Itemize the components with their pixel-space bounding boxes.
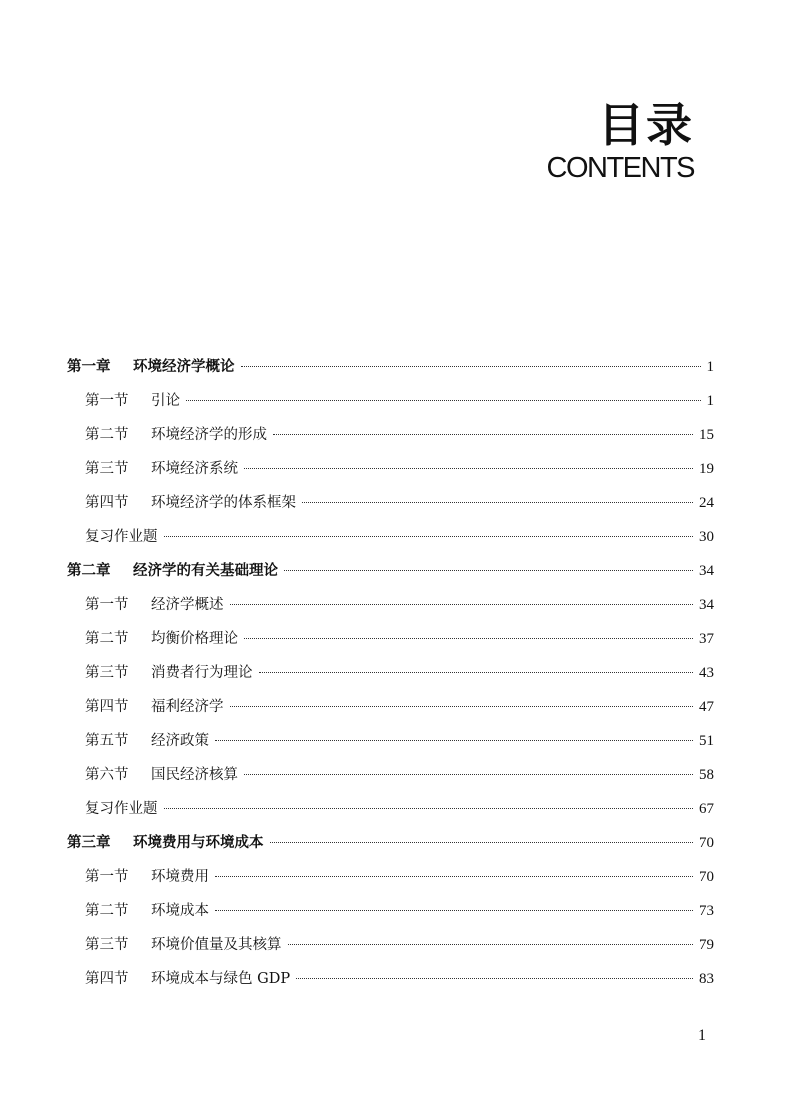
dot-leader <box>215 910 693 911</box>
dot-leader <box>215 876 693 877</box>
toc-entry-page: 51 <box>699 733 714 749</box>
toc-entry-page: 34 <box>699 597 714 613</box>
toc-entry-title: 复习作业题 <box>85 529 158 545</box>
toc-entry-page: 79 <box>699 937 714 953</box>
toc-section-entry[interactable] <box>67 797 714 831</box>
toc-entry-title: 环境成本与绿色 GDP <box>151 971 291 987</box>
dot-leader <box>244 638 693 639</box>
toc-chapter-entry[interactable] <box>67 355 714 389</box>
toc-section-entry[interactable] <box>67 967 714 1001</box>
dot-leader <box>186 400 701 401</box>
toc-entry-number: 第二章 <box>67 563 111 579</box>
toc-entry-page: 43 <box>699 665 714 681</box>
toc-section-entry[interactable] <box>67 525 714 559</box>
toc-entry-title: 福利经济学 <box>151 699 224 715</box>
toc-section-entry[interactable] <box>67 491 714 525</box>
dot-leader <box>284 570 693 571</box>
toc-entry-title: 消费者行为理论 <box>151 665 253 681</box>
toc-entry-title: 引论 <box>151 393 180 409</box>
toc-entry-number: 第三节 <box>85 461 129 477</box>
toc-entry-number: 第六节 <box>85 767 129 783</box>
toc-entry-title: 经济学概述 <box>151 597 224 613</box>
table-of-contents <box>67 355 714 1001</box>
toc-entry-title: 经济政策 <box>151 733 209 749</box>
dot-leader <box>164 536 694 537</box>
toc-entry-number: 第四节 <box>85 971 129 987</box>
toc-entry-title: 环境费用与环境成本 <box>133 835 264 851</box>
toc-section-entry[interactable] <box>67 729 714 763</box>
toc-entry-number: 第四节 <box>85 495 129 511</box>
dot-leader <box>302 502 693 503</box>
toc-entry-number: 第四节 <box>85 699 129 715</box>
contents-header <box>547 100 695 184</box>
toc-section-entry[interactable] <box>67 933 714 967</box>
toc-entry-number: 第一节 <box>85 869 129 885</box>
toc-entry-number: 第二节 <box>85 631 129 647</box>
toc-chapter-entry[interactable] <box>67 831 714 865</box>
toc-entry-page: 1 <box>706 359 714 375</box>
page-title: 目录 <box>598 98 694 152</box>
dot-leader <box>273 434 693 435</box>
toc-section-entry[interactable] <box>67 661 714 695</box>
toc-entry-page: 37 <box>699 631 714 647</box>
toc-section-entry[interactable] <box>67 865 714 899</box>
toc-section-entry[interactable] <box>67 457 714 491</box>
dot-leader <box>244 468 693 469</box>
page-subtitle: CONTENTS <box>546 152 694 184</box>
toc-entry-title: 环境经济系统 <box>151 461 238 477</box>
dot-leader <box>241 366 701 367</box>
toc-section-entry[interactable] <box>67 423 714 457</box>
toc-entry-title: 环境成本 <box>151 903 209 919</box>
toc-entry-title: 国民经济核算 <box>151 767 238 783</box>
toc-entry-number: 第三节 <box>85 665 129 681</box>
toc-entry-page: 58 <box>699 767 714 783</box>
dot-leader <box>230 706 694 707</box>
page-number: 1 <box>698 1027 706 1044</box>
toc-entry-number: 第二节 <box>85 903 129 919</box>
toc-entry-title: 均衡价格理论 <box>151 631 238 647</box>
toc-chapter-entry[interactable] <box>67 559 714 593</box>
toc-entry-page: 47 <box>699 699 714 715</box>
toc-entry-title: 环境经济学的形成 <box>151 427 267 443</box>
toc-entry-number: 第一章 <box>67 359 111 375</box>
dot-leader <box>230 604 694 605</box>
toc-section-entry[interactable] <box>67 593 714 627</box>
toc-entry-page: 24 <box>699 495 714 511</box>
toc-entry-number: 第一节 <box>85 393 129 409</box>
toc-entry-page: 1 <box>706 393 714 409</box>
toc-section-entry[interactable] <box>67 695 714 729</box>
dot-leader <box>215 740 693 741</box>
toc-entry-number: 第一节 <box>85 597 129 613</box>
dot-leader <box>244 774 693 775</box>
toc-entry-page: 70 <box>699 835 714 851</box>
toc-section-entry[interactable] <box>67 389 714 423</box>
toc-entry-page: 67 <box>699 801 714 817</box>
toc-entry-number: 第五节 <box>85 733 129 749</box>
toc-entry-number: 第三章 <box>67 835 111 851</box>
dot-leader <box>259 672 694 673</box>
toc-entry-title: 经济学的有关基础理论 <box>133 563 278 579</box>
dot-leader <box>164 808 694 809</box>
toc-section-entry[interactable] <box>67 899 714 933</box>
toc-entry-title: 环境价值量及其核算 <box>151 937 282 953</box>
toc-entry-number: 第三节 <box>85 937 129 953</box>
toc-entry-page: 34 <box>699 563 714 579</box>
dot-leader <box>270 842 694 843</box>
toc-entry-page: 15 <box>699 427 714 443</box>
toc-entry-title: 复习作业题 <box>85 801 158 817</box>
toc-entry-title: 环境费用 <box>151 869 209 885</box>
dot-leader <box>288 944 694 945</box>
toc-entry-title: 环境经济学的体系框架 <box>151 495 296 511</box>
toc-entry-page: 19 <box>699 461 714 477</box>
toc-entry-page: 30 <box>699 529 714 545</box>
toc-entry-page: 70 <box>699 869 714 885</box>
toc-section-entry[interactable] <box>67 627 714 661</box>
dot-leader <box>296 978 693 979</box>
toc-entry-title: 环境经济学概论 <box>133 359 235 375</box>
toc-section-entry[interactable] <box>67 763 714 797</box>
toc-entry-page: 83 <box>699 971 714 987</box>
toc-entry-page: 73 <box>699 903 714 919</box>
toc-entry-number: 第二节 <box>85 427 129 443</box>
